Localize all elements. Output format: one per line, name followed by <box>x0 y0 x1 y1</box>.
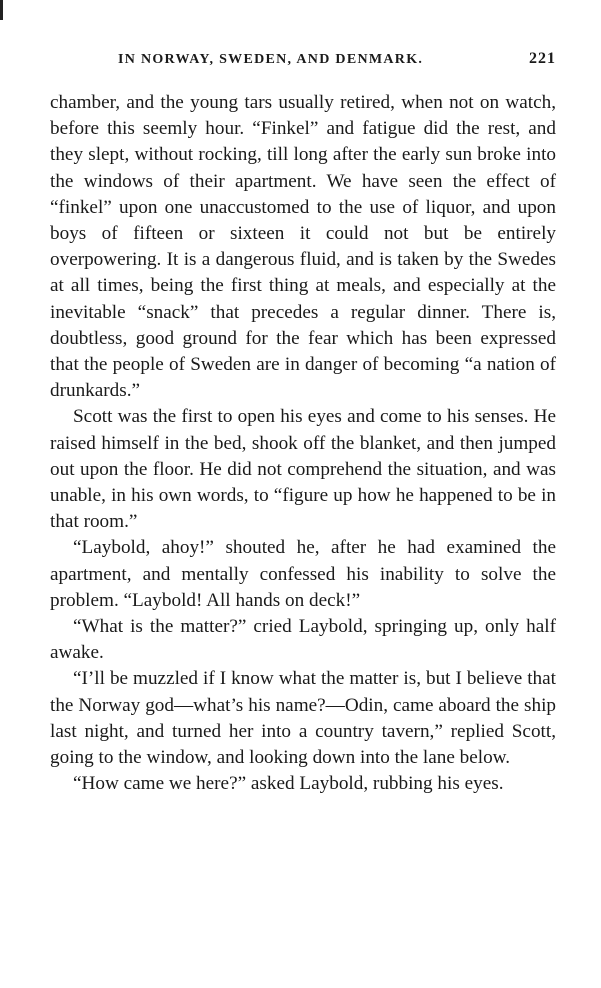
body-text <box>50 90 556 797</box>
page-number: 221 <box>529 50 556 67</box>
paragraph: “Laybold, ahoy!” shouted he, after he had examined the apartment, and mentally confessed his inability to solve the problem. “Laybold! All hands on deck!” <box>50 537 556 611</box>
paragraph: Scott was the first to open his eyes and come to his senses. He raised himself in the bed, shook off the blanket, and then jumped out upon the floor. He did not comprehend the situation, and was unable, in his own words, to “figure up how he happened to be in that room.” <box>50 406 556 533</box>
scan-edge-mark <box>0 0 3 20</box>
paragraph: “What is the matter?” cried Laybold, springing up, only half awake. <box>50 616 556 664</box>
running-head-title: IN NORWAY, SWEDEN, AND DENMARK. <box>118 52 424 67</box>
running-head <box>50 50 556 74</box>
paragraph: “I’ll be muzzled if I know what the matter is, but I believe that the Norway god—what’s his name?—Odin, came aboard the ship last night, and turned her into a country tavern,” replied Scott, going to the window, and looking down into the lane below. <box>50 668 556 769</box>
paragraph: chamber, and the young tars usually retired, when not on watch, before this seemly hour. “Finkel” and fatigue did the rest, and they slept, without rocking, till long after the early sun broke into the windows of their apartment. We have seen the effect of “finkel” upon one unaccustomed to the use of liquor, and upon boys of fifteen or sixteen it could not but be entirely overpowering. It is a dangerous fluid, and is taken by the Swedes at all times, being the first thing at meals, and especially at the inevitable “snack” that precedes a regular dinner. There is, doubtless, good ground for the fear which has been expressed that the people of Sweden are in danger of becoming “a nation of drunkards.” <box>50 92 556 402</box>
paragraph: “How came we here?” asked Laybold, rubbing his eyes. <box>73 773 504 795</box>
